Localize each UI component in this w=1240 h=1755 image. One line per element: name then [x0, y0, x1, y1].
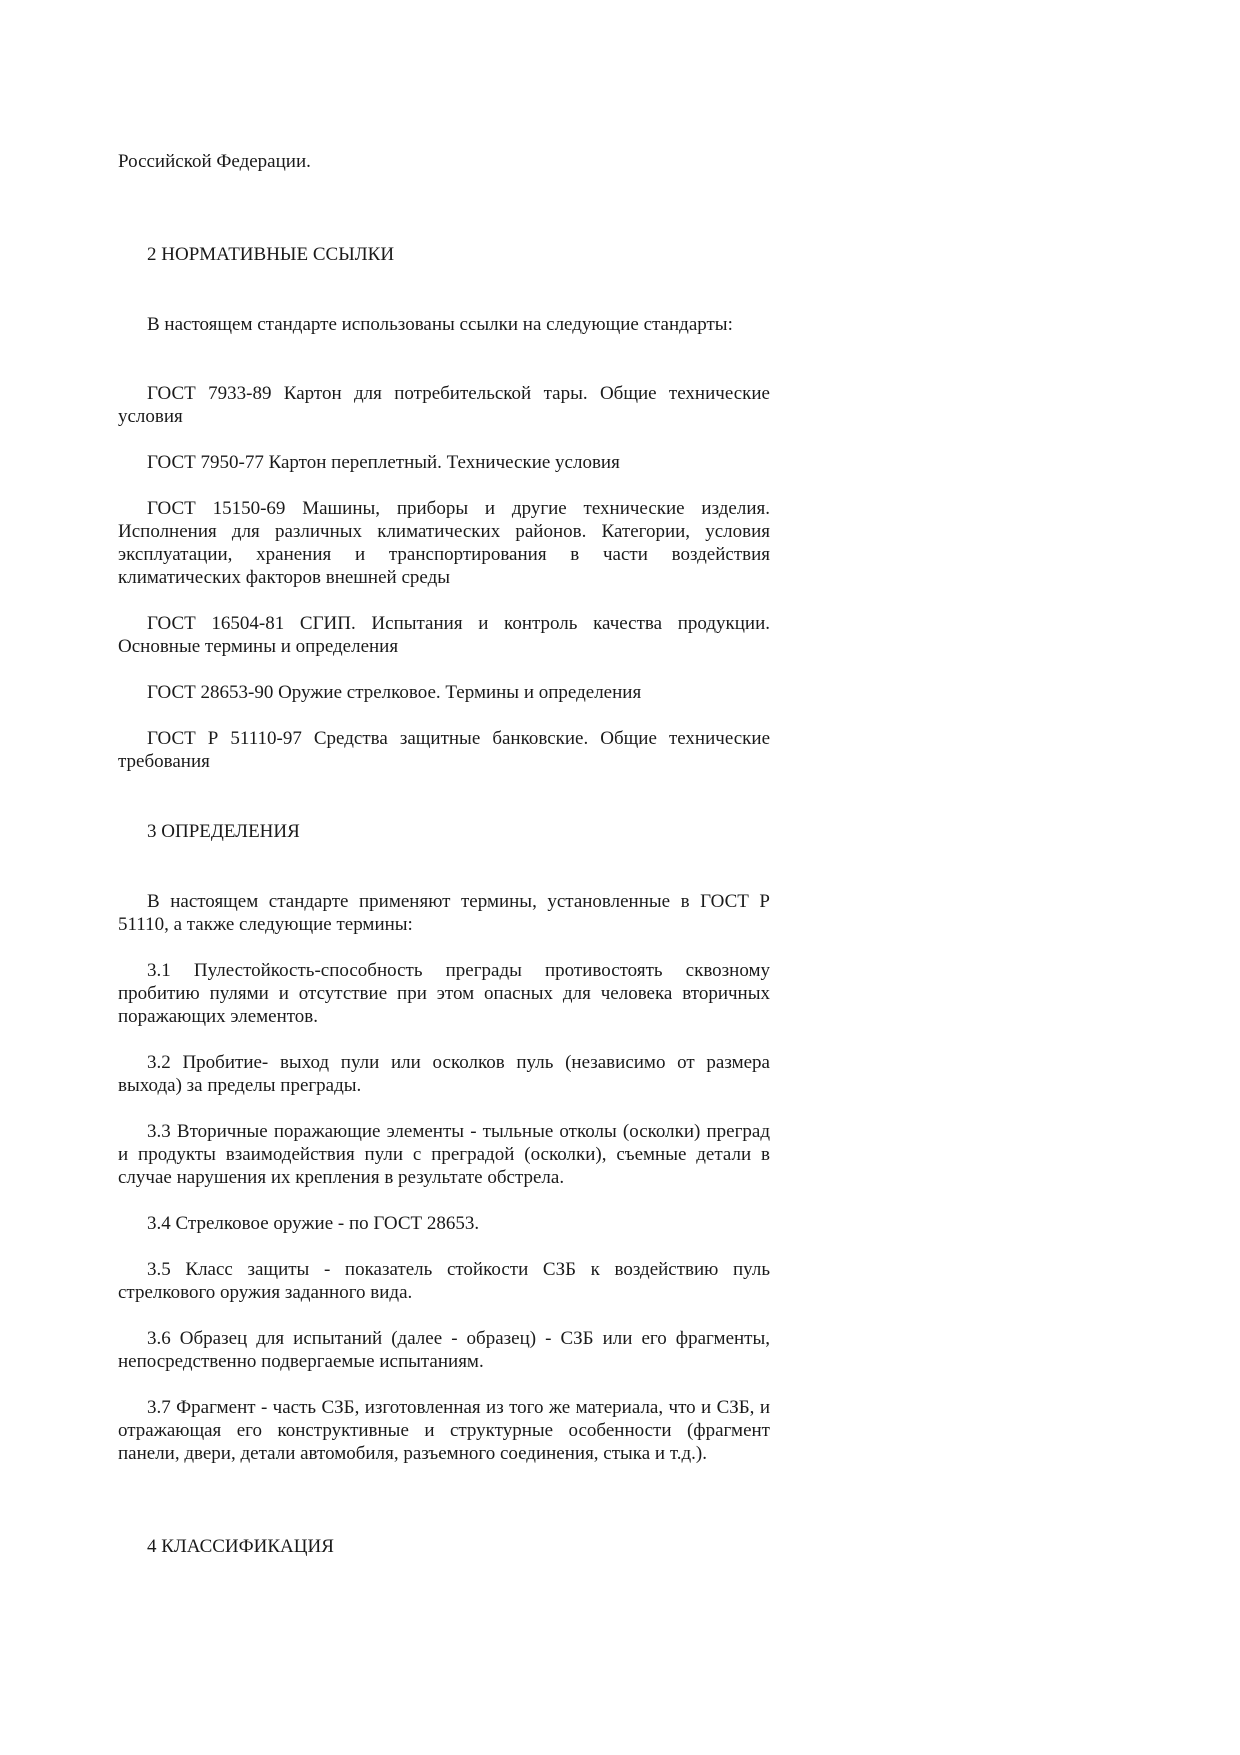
section-4-heading: 4 КЛАССИФИКАЦИЯ	[147, 1536, 334, 1557]
section-3-paragraph: 3.5 Класс защиты - показатель стойкости СЗБ к воздействию пуль стрелкового оружия заданного вида.	[118, 1259, 770, 1303]
section-3-paragraph: 3.2 Пробитие- выход пули или осколков пуль (независимо от размера выхода) за пределы преграды.	[118, 1052, 770, 1096]
intro-tail-text: Российской Федерации.	[118, 151, 311, 172]
section-3-paragraph: 3.6 Образец для испытаний (далее - образец) - СЗБ или его фрагменты, непосредственно подвергаемые испытаниям.	[118, 1328, 770, 1372]
section-2-paragraph: ГОСТ 7950-77 Картон переплетный. Технические условия	[147, 452, 620, 473]
section-3-paragraph: В настоящем стандарте применяют термины, установленные в ГОСТ Р 51110, а также следующие термины:	[118, 891, 770, 935]
section-2-paragraph: ГОСТ 15150-69 Машины, приборы и другие технические изделия. Исполнения для различных климатических районов. Категории, условия эксплуатации, хранения и транспортирования в части воздействия климатических факторов внешней среды	[118, 498, 770, 588]
section-3-paragraph: 3.7 Фрагмент - часть СЗБ, изготовленная из того же материала, что и СЗБ, и отражающая его конструктивные и структурные особенности (фрагмент панели, двери, детали автомобиля, разъемного соединения, стыка и т.д.).	[118, 1397, 770, 1464]
section-2-paragraph: В настоящем стандарте использованы ссылки на следующие стандарты:	[147, 314, 733, 335]
section-3-paragraph: 3.3 Вторичные поражающие элементы - тыльные отколы (осколки) преград и продукты взаимодействия пули с преградой (осколки), съемные детали в случае нарушения их крепления в результате обстрела.	[118, 1121, 770, 1188]
section-3-heading: 3 ОПРЕДЕЛЕНИЯ	[147, 821, 300, 842]
section-3-paragraph: 3.1 Пулестойкость-способность преграды противостоять сквозному пробитию пулями и отсутствие при этом опасных для человека вторичных поражающих элементов.	[118, 960, 770, 1027]
section-2-paragraph: ГОСТ Р 51110-97 Средства защитные банковские. Общие технические требования	[118, 728, 770, 772]
section-2-heading: 2 НОРМАТИВНЫЕ ССЫЛКИ	[147, 244, 395, 265]
section-2-paragraph: ГОСТ 7933-89 Картон для потребительской тары. Общие технические условия	[118, 383, 770, 427]
section-2-paragraph: ГОСТ 16504-81 СГИП. Испытания и контроль качества продукции. Основные термины и определения	[118, 613, 770, 657]
section-3-paragraph: 3.4 Стрелковое оружие - по ГОСТ 28653.	[147, 1213, 480, 1234]
section-2-paragraph: ГОСТ 28653-90 Оружие стрелковое. Термины и определения	[147, 682, 642, 703]
